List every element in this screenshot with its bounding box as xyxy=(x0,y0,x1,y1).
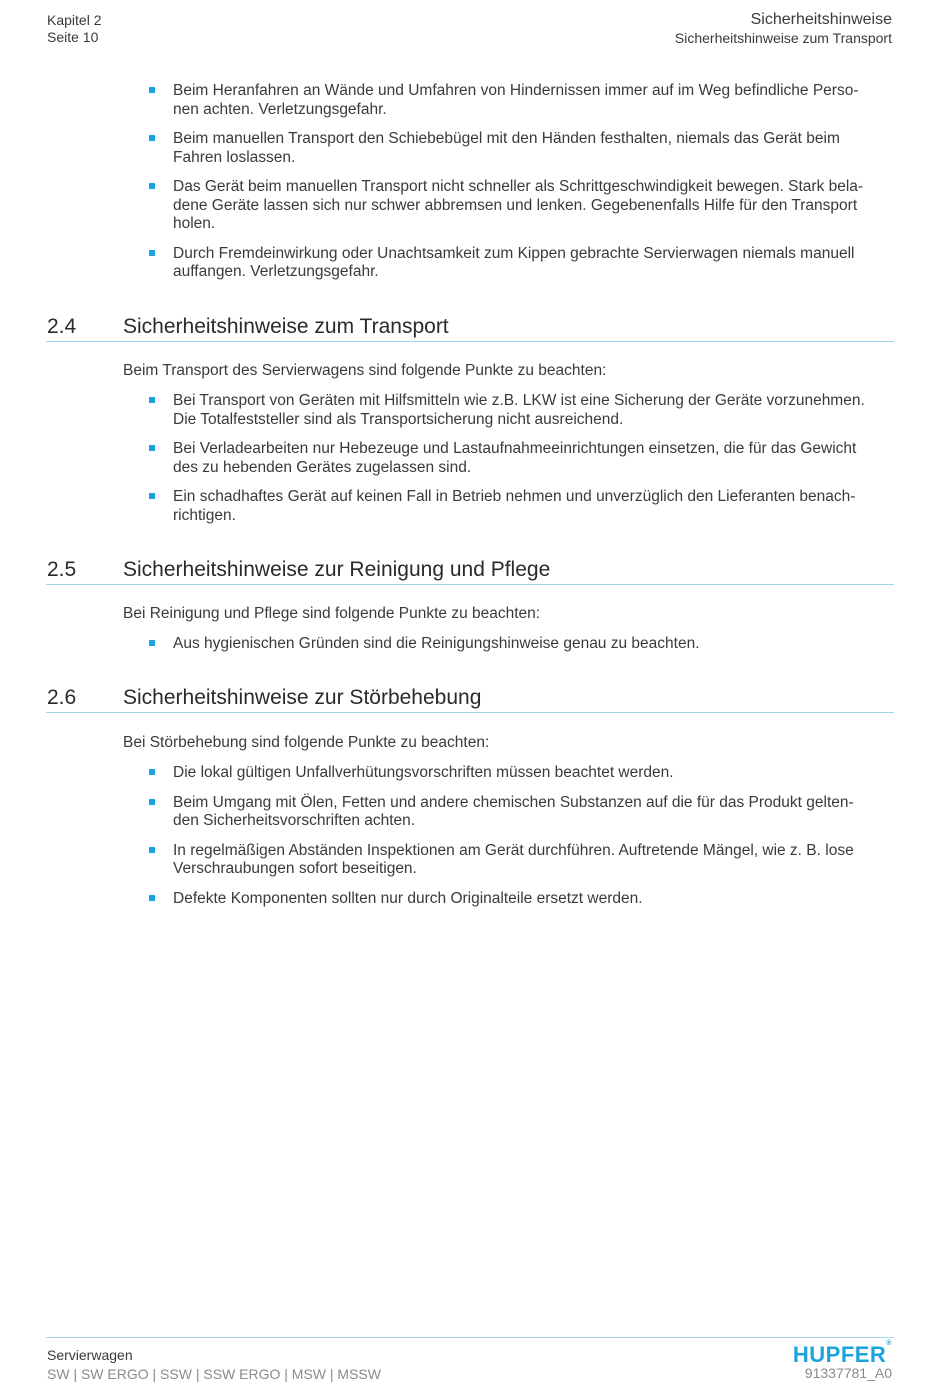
list-item-text: Das Gerät beim manuellen Transport nicht schneller als Schrittgeschwindigkeit bewegen. Stark bela- dene Geräte lassen sich nur schwer abbremsen und lenken. Gegebenenfalls Hilfe für den Transport holen. xyxy=(173,178,864,232)
section-heading-2-5 xyxy=(46,554,894,585)
list-item xyxy=(147,440,892,477)
list-item-text: Bei Verladearbeiten nur Hebezeuge und Lastaufnahmeeinrichtungen einsetzen, die für das Gewicht des zu hebenden Gerätes zugelassen sind. xyxy=(173,440,857,476)
section-heading-2-6 xyxy=(46,682,894,713)
top-bullet-block xyxy=(147,82,892,293)
bullet-square-icon xyxy=(149,847,155,853)
bullet-square-icon xyxy=(149,397,155,403)
list-item-text: In regelmäßigen Abständen Inspektionen am Gerät durchführen. Auftretende Mängel, wie z. B. lose Verschraubungen sofort beseitigen. xyxy=(173,841,854,877)
bullet-square-icon xyxy=(149,640,155,646)
section-title: Sicherheitshinweise zur Reinigung und Pflege xyxy=(123,558,551,581)
list-item-text: Beim Umgang mit Ölen, Fetten und andere chemischen Substanzen auf die für das Produkt gelten- den Sicherheitsvorschriften achten. xyxy=(173,793,854,829)
bullet-list xyxy=(147,82,892,282)
section-intro: Beim Transport des Servierwagens sind folgende Punkte zu beachten: xyxy=(123,362,607,379)
list-item xyxy=(147,794,892,831)
list-item-text: Die lokal gültigen Unfallverhütungsvorschriften müssen beachtet werden. xyxy=(173,764,674,781)
bullet-square-icon xyxy=(149,799,155,805)
list-item xyxy=(147,842,892,879)
section-title: Sicherheitshinweise zur Störbehebung xyxy=(123,686,482,709)
section-number: 2.6 xyxy=(47,686,77,709)
section-number: 2.5 xyxy=(47,558,77,581)
page-header-left xyxy=(47,12,101,46)
page-header-right xyxy=(675,10,892,47)
bullet-square-icon xyxy=(149,493,155,499)
bullet-list xyxy=(147,635,892,654)
page-footer-left xyxy=(47,1346,381,1384)
header-title: Sicherheitshinweise xyxy=(750,11,892,28)
list-item-text: Defekte Komponenten sollten nur durch Originalteile ersetzt werden. xyxy=(173,889,643,907)
bullet-square-icon xyxy=(149,895,155,901)
footer-divider xyxy=(46,1337,894,1338)
bullet-square-icon xyxy=(149,250,155,256)
header-subtitle: Sicherheitshinweise zum Transport xyxy=(674,30,892,46)
list-item-text: Ein schadhaftes Gerät auf keinen Fall in Betrieb nehmen und unverzüglich den Lieferanten benach- richtigen. xyxy=(173,488,856,524)
document-number: 91337781_A0 xyxy=(804,1365,892,1381)
section-heading-2-4 xyxy=(46,311,894,342)
registered-mark: ® xyxy=(886,1340,892,1347)
section-number: 2.4 xyxy=(47,315,77,338)
list-item-text: Bei Transport von Geräten mit Hilfsmitteln wie z.B. LKW ist eine Sicherung der Geräte vorzunehmen. Die Totalfeststeller sind als Transportsicherung nicht ausreichend. xyxy=(173,392,865,428)
list-item xyxy=(147,890,892,909)
bullet-square-icon xyxy=(149,445,155,451)
list-item xyxy=(147,178,892,234)
list-item xyxy=(147,635,892,654)
footer-product: Servierwagen xyxy=(47,1347,133,1363)
logo-text: HUPFER xyxy=(792,1342,887,1367)
bullet-list xyxy=(147,764,892,908)
chapter-label: Kapitel 2 xyxy=(47,12,102,28)
bullet-square-icon xyxy=(149,183,155,189)
bullet-square-icon xyxy=(149,87,155,93)
list-item xyxy=(147,130,892,167)
section-intro: Bei Störbehebung sind folgende Punkte zu beachten: xyxy=(123,734,490,751)
section-2-4-bullets xyxy=(147,392,892,536)
bullet-square-icon xyxy=(149,135,155,141)
list-item xyxy=(147,764,892,783)
list-item xyxy=(147,245,892,282)
list-item xyxy=(147,82,892,119)
section-intro: Bei Reinigung und Pflege sind folgende Punkte zu beachten: xyxy=(123,605,541,622)
bullet-square-icon xyxy=(149,769,155,775)
section-title: Sicherheitshinweise zum Transport xyxy=(123,315,449,338)
list-item xyxy=(147,392,892,429)
list-item-text: Beim manuellen Transport den Schiebebügel mit den Händen festhalten, niemals das Gerät beim Fahren loslassen. xyxy=(173,130,840,166)
list-item-text: Beim Heranfahren an Wände und Umfahren von Hindernissen immer auf im Weg befindliche Perso- nen achten. Verletzungsgefahr. xyxy=(173,82,859,118)
bullet-list xyxy=(147,392,892,525)
page-number: Seite 10 xyxy=(47,29,99,45)
section-2-5-bullets xyxy=(147,635,892,665)
section-2-6-bullets xyxy=(147,764,892,919)
list-item-text: Aus hygienischen Gründen sind die Reinigungshinweise genau zu beachten. xyxy=(173,635,700,652)
list-item-text: Durch Fremdeinwirkung oder Unachtsamkeit zum Kippen gebrachte Servierwagen niemals manuell auffangen. Verletzungsgefahr. xyxy=(173,244,855,280)
footer-models: SW | SW ERGO | SSW | SSW ERGO | MSW | MSSW xyxy=(47,1366,381,1382)
list-item xyxy=(147,488,892,525)
